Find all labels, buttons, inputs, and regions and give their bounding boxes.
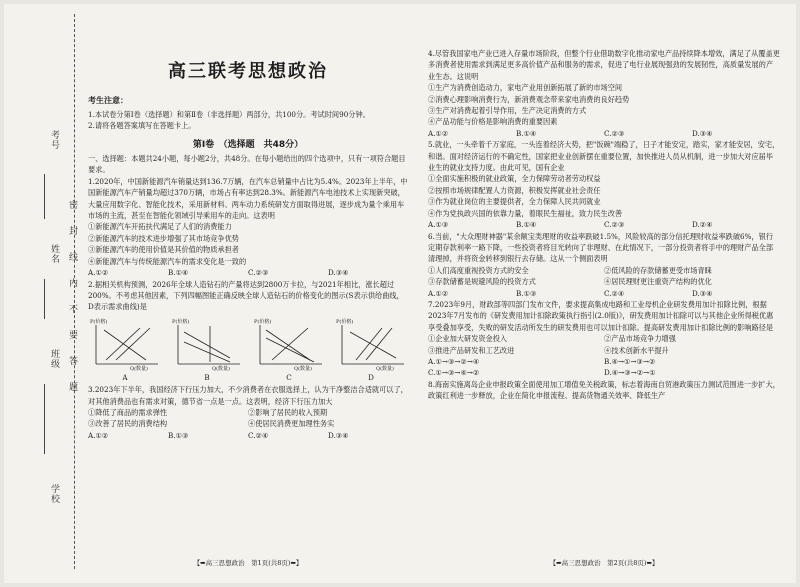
graph-x-label: Q(数量) (294, 365, 313, 372)
answer-choice: B.①③ (516, 288, 537, 298)
notice-block (88, 95, 408, 131)
seal-char: 线 (67, 252, 77, 262)
graph-label: C (286, 372, 292, 382)
option-line: ③存款储蓄是规避风险的投资方式 (428, 277, 536, 287)
answer-row (428, 128, 780, 139)
exam-sheet (4, 4, 796, 583)
supply-curve-shifted (366, 328, 392, 360)
option-line: ④新能源汽车与传统能源汽车的需求变化是一致的 (88, 256, 247, 266)
notice-line: 2.请将各题答案填写在答题卡上。 (88, 121, 196, 131)
answer-choice: C.①→③→④→② (428, 368, 480, 378)
option-row (428, 265, 780, 276)
graph-b-plot (170, 316, 244, 372)
banji-blank (44, 384, 45, 454)
answer-choice: D.③④ (328, 430, 349, 440)
graph-x-label: Q(数量) (130, 365, 149, 372)
kaohao-label: 考号 (49, 130, 59, 150)
answer-choice: B.①④ (516, 128, 537, 138)
option-row (428, 276, 780, 287)
graph-x-label: Q(数量) (212, 365, 231, 372)
page-footer-left: 【➡高三思想政治 第1页(共8页)⬅】 (193, 559, 303, 567)
answer-row (88, 267, 408, 278)
notice-heading: 考生注意： (88, 95, 128, 106)
option-line: ④居民理财更注重资产结构的优化 (604, 277, 712, 287)
graph-a (88, 316, 162, 383)
answer-choice: D.③④ (692, 128, 713, 138)
answer-choice: D.③④ (692, 288, 713, 298)
option-line: ①降低了商品的需求弹性 (88, 407, 168, 417)
question-stem: 4.尽管我国家电产业已进入存量市场阶段，但整个行业借助数字化推动家电产品持续降本增效，满足了从覆盖更多消费者使用需求到满足更多高价值产品和服务的需求，促进了电行业展现强劲的发展韧性，高质量发展的产业生态。这说明 (428, 49, 780, 81)
seal-line (74, 14, 75, 569)
graph-y-label: P(价格) (336, 318, 354, 325)
answer-row (428, 367, 780, 378)
exam-title: 高三联考思想政治 (168, 61, 328, 82)
option-row (428, 333, 780, 344)
option-line: ③新能源汽车的使用价值是其价值的物质承担者 (88, 245, 239, 255)
answer-choice: D.②④ (692, 220, 713, 230)
option-line: ①人们高度重视投资方式的安全 (428, 265, 529, 275)
page-footer-right: 【➡高三思想政治 第2页(共8页)⬅】 (549, 559, 659, 567)
option-row (88, 407, 408, 418)
seal-char: 要 (67, 330, 77, 340)
answer-choice: D.④→③→②→① (604, 368, 656, 378)
graph-a-plot (88, 316, 162, 372)
graph-label: A (122, 372, 128, 382)
option-line: ③生产对消费起着引导作用，生产决定消费的方式 (428, 106, 587, 116)
option-line: ①全面实施积极的就业政策，全力保障劳动者劳动权益 (428, 174, 601, 184)
answer-choice: B.①④ (168, 268, 189, 278)
answer-row (428, 219, 780, 230)
option-line: ②消费心理影响消费行为，新消费观念带来家电消费的良好趋势 (428, 94, 630, 104)
banji-label: 班级 (49, 349, 59, 369)
answer-choice: C.②③ (604, 128, 625, 138)
seal-char: 不 (67, 304, 77, 314)
answer-choice: A.①→③→②→④ (428, 356, 480, 366)
graph-y-label: P(价格) (172, 318, 190, 325)
option-line: ①新能源汽车开拓扶代满足了人们的消费能力 (88, 222, 232, 232)
supply-demand-graphs (88, 316, 408, 383)
option-line: ④技术创新水平提升 (604, 345, 669, 355)
option-line: ②按照市场规律配置人力资源，积极发挥就业社会责任 (428, 185, 601, 195)
left-page (88, 4, 408, 441)
graph-y-label: P(价格) (90, 318, 108, 325)
answer-choice: A.①③ (428, 220, 449, 230)
graph-d (334, 316, 408, 383)
answer-choice: B.①③ (168, 430, 189, 440)
graph-c-plot (252, 316, 326, 372)
question-stem: 7.2023年9月，财政部等四部门发布文件，要求提高集成电路和工业母机企业研发费用加计扣除比例，根据2023年7月发布的《研发费用加计扣除政策执行指引(2.0版)》，研发费用加计扣除可以与其他企业所得税优惠享受叠加享受，失败的研发活动所发生的研发费用也可以加计扣除。提高研发费用加计扣除比例的影响路径是 (428, 299, 774, 332)
seal-char: 密 (67, 200, 77, 210)
graph-label: D (368, 372, 374, 382)
answer-choice: B.①④ (516, 220, 537, 230)
section-intro: 一、选择题：本题共24小题，每小题2分，共48分。在每小题给出的四个选项中，只有一项符合题目要求。 (88, 154, 406, 175)
seal-char: 题 (67, 382, 77, 392)
answer-row (428, 288, 780, 299)
right-page (428, 48, 780, 402)
option-line: ②影响了居民的收入预期 (248, 407, 328, 417)
answer-row (88, 430, 408, 441)
question-stem: 2.据相关机构预测，2026年全球人造钻石的产量将达到2800万卡拉，与2021年相比，涨长超过200%。不考虑其他因素，下列四幅图能正确反映全球人造钻石的价格变化的图示(S表示供给曲线，D表示需求曲线)是 (88, 279, 404, 312)
question-stem: 1.2020年，中国新能源汽车销量达到136.7万辆，在汽车总销量中占比为5.4%。2023年上半年，中国新能源汽车产销量均超过370万辆，市场占有率达到28.3%。新能源汽车电池技术上实现新突破，大量应用数字化、智能化技术，采用新材料、两车动力系统研发方面取得进展，逐步成为量个乘用车市场的主流，甚至在智能化领域引导乘用车的走向。这表明 (88, 176, 408, 221)
question-stem: 8.海南实施离岛企业申报政策全面使用加工增值免关税政策，标志着海南自贸港政策压力测试范围进一步扩大，政策红利进一步释放，企业在简化申报流程、提高货物通关效率、降低生产 (428, 379, 780, 401)
binding-margin (4, 4, 82, 583)
graph-b (170, 316, 244, 383)
option-row (428, 345, 780, 356)
answer-choice: A.①② (88, 430, 109, 440)
graph-d-plot (334, 316, 408, 372)
graph-label: B (204, 372, 210, 382)
answer-choice: C.②④ (248, 430, 269, 440)
supply-curve (356, 328, 382, 360)
xingming-blank (44, 279, 45, 319)
supply-curve-shifted (116, 328, 150, 360)
xingming-label: 姓名 (49, 244, 59, 264)
option-row (88, 418, 408, 429)
option-line: ①企业加大研发资金投入 (428, 334, 508, 344)
option-line: ①生产为消费创造动力，家电产业用创新拓展了新的市场空间 (428, 83, 623, 93)
graph-c (252, 316, 326, 383)
answer-choice: C.②④ (604, 288, 625, 298)
option-line: ②产品市场竞争力增强 (604, 334, 676, 344)
answer-choice: D.③④ (328, 268, 349, 278)
graph-x-label: Q(数量) (376, 365, 395, 372)
option-line: ③推进产品研发和工艺改进 (428, 345, 515, 355)
section-title: 第Ⅰ卷 （选择题 共48分） (192, 139, 304, 150)
graph-y-label: P(价格) (254, 318, 272, 325)
answer-choice: A.①② (428, 128, 449, 138)
kaohao-blank (44, 174, 45, 219)
option-line: ④产品功能与价格是影响消费的重要因素 (428, 117, 558, 127)
option-line: ②新能源汽车的技术进步增强了其市场竞争优势 (88, 233, 239, 243)
option-line: ③改善了居民的消费结构 (88, 419, 168, 429)
option-line: ④使居民消费更加理性务实 (248, 419, 335, 429)
option-line: ③作为就业岗位的主要提供者，全力保障人民共同就业 (428, 197, 601, 207)
answer-choice: C.②③ (248, 268, 269, 278)
seal-char: 内 (67, 278, 77, 288)
option-line: ②低风险的存款储蓄更受市场青睐 (604, 265, 712, 275)
answer-choice: B.④→①→③→② (604, 356, 656, 366)
answer-row (428, 356, 780, 367)
demand-curve (350, 332, 396, 358)
demand-curve (266, 330, 310, 360)
answer-choice: A.①② (428, 288, 449, 298)
answer-choice: A.①② (88, 268, 109, 278)
seal-char: 封 (67, 226, 77, 236)
option-line: ④作为党执政兴国的依靠力量，着眼民生福祉，致力民生改善 (428, 208, 623, 218)
answer-choice: C.②③ (604, 220, 625, 230)
question-stem: 3.2023年下半年，我国经济下行压力加大，不少消费者在衣服选择上，认为干净整洁合适就可以了，对其他消费品也有需求对策，德节省一点是一点。这表明，经济下行压力加大 (88, 385, 408, 406)
seal-char: 答 (67, 356, 77, 366)
xuexiao-label: 学校 (49, 484, 59, 504)
notice-line: 1.本试卷分第Ⅰ卷（选择题）和第Ⅱ卷（非选择题）两部分，共100分。考试时间90分钟。 (88, 109, 370, 119)
question-stem: 6.当前，"大众理财神器"某余额宝类理财的收益率跌破1.5%，风险较高的部分信托理财收益率跌破6%，银行定期存款利率一路下降，一些投资者将目光转向了非理财、在此情况下，一部分投资者将手中的理财产品全部清理掉，并将资金转移到银行去存储。这从一个侧面表明 (428, 231, 774, 264)
question-stem: 5.就业，一头牵着千万家庭，一头连着经济大势，把"饭碗"端稳了，日子才能安定，踏实，家才能安居，安宅，和谐。面对经济运行的不确定性，国家把业业创新摆在重要位置，加快推进人员从机制，进一步加大对应届毕业生的就业支持力度。由此可见，国有企业 (428, 140, 780, 173)
